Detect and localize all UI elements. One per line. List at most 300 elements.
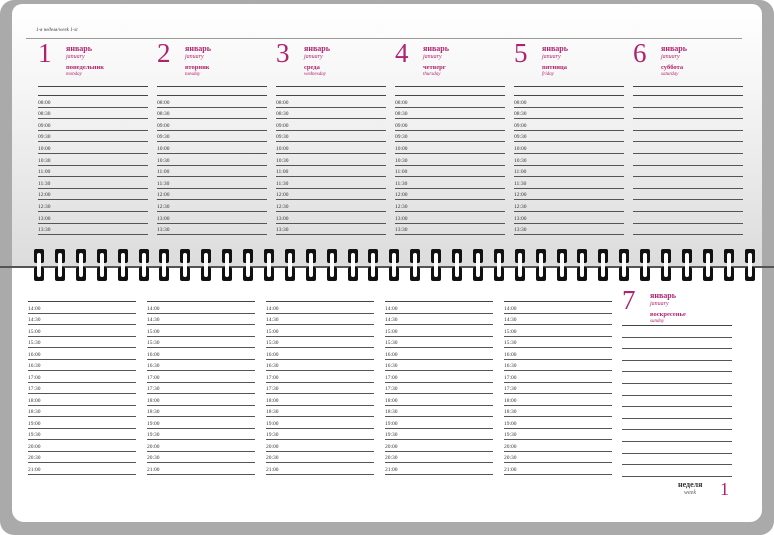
time-label: 12:30: [514, 203, 527, 210]
time-slot[interactable]: [28, 452, 136, 464]
time-label: 14:30: [28, 317, 41, 323]
time-slot[interactable]: [504, 314, 612, 326]
time-slot[interactable]: [633, 166, 743, 178]
time-slot[interactable]: [147, 371, 255, 383]
time-slot[interactable]: [157, 189, 267, 201]
time-slot[interactable]: [38, 177, 148, 189]
time-slot[interactable]: [157, 131, 267, 143]
time-label: 20:30: [28, 455, 41, 461]
time-slot[interactable]: [147, 452, 255, 464]
time-label: 10:30: [157, 157, 170, 164]
time-label: 15:00: [28, 328, 41, 335]
time-slot[interactable]: [147, 429, 255, 441]
time-slot[interactable]: [38, 108, 148, 120]
time-slot[interactable]: [395, 119, 505, 131]
time-label: 09:00: [514, 122, 527, 129]
day-month-en: january: [542, 54, 561, 60]
time-slot[interactable]: [147, 302, 255, 314]
time-slot[interactable]: [266, 463, 374, 475]
time-slot[interactable]: [276, 166, 386, 178]
time-slot[interactable]: [266, 314, 374, 326]
time-label: 17:30: [28, 386, 41, 392]
time-label: 09:30: [514, 134, 527, 141]
time-label: 15:00: [504, 328, 517, 335]
week-label-header: 1-я неделя/week 1-st: [36, 28, 78, 33]
time-slot[interactable]: [38, 212, 148, 224]
time-slot[interactable]: [266, 383, 374, 395]
spiral-ring: [661, 249, 671, 283]
time-label: 18:30: [28, 409, 41, 415]
time-slot[interactable]: [504, 348, 612, 360]
time-label: 10:00: [38, 145, 51, 152]
spiral-ring: [201, 249, 211, 283]
time-slot[interactable]: [395, 131, 505, 143]
time-slot[interactable]: [395, 224, 505, 236]
time-slot[interactable]: [28, 440, 136, 452]
time-slot[interactable]: [395, 200, 505, 212]
time-slot[interactable]: [38, 200, 148, 212]
time-slot[interactable]: [147, 383, 255, 395]
day-month: январь: [542, 44, 568, 53]
time-slot[interactable]: [385, 360, 493, 372]
time-slot[interactable]: [276, 154, 386, 166]
time-slot[interactable]: [266, 371, 374, 383]
time-slot[interactable]: [622, 396, 732, 408]
time-slot[interactable]: [38, 166, 148, 178]
time-slot[interactable]: [266, 417, 374, 429]
time-label: 10:00: [514, 145, 527, 152]
time-label: 17:00: [385, 374, 398, 381]
time-slot[interactable]: [28, 371, 136, 383]
time-label: 14:00: [28, 305, 41, 312]
time-slot[interactable]: [276, 224, 386, 236]
spiral-ring: [452, 249, 462, 283]
time-slot[interactable]: [514, 189, 624, 201]
time-slot[interactable]: [395, 142, 505, 154]
time-slot[interactable]: [385, 429, 493, 441]
day-month: январь: [661, 44, 687, 53]
time-label: 18:00: [147, 397, 160, 404]
day-number: 5: [514, 38, 528, 68]
time-slot[interactable]: [514, 119, 624, 131]
time-label: 17:00: [147, 374, 160, 381]
time-slot[interactable]: [622, 465, 732, 477]
time-slot[interactable]: [147, 394, 255, 406]
spiral-ring: [577, 249, 587, 283]
time-slot[interactable]: [633, 224, 743, 236]
time-slot[interactable]: [38, 189, 148, 201]
time-slot[interactable]: [633, 189, 743, 201]
time-slot[interactable]: [28, 302, 136, 314]
time-slot[interactable]: [504, 452, 612, 464]
day-name: вторник: [185, 64, 210, 71]
time-label: 08:00: [157, 99, 170, 106]
time-slot[interactable]: [622, 384, 732, 396]
evening-column: [504, 301, 612, 475]
spiral-ring: [682, 249, 692, 283]
time-label: 17:30: [266, 386, 279, 392]
time-slot[interactable]: [147, 417, 255, 429]
time-slot[interactable]: [147, 325, 255, 337]
time-label: 11:00: [38, 169, 51, 176]
note-line: [514, 87, 624, 96]
time-slot[interactable]: [276, 177, 386, 189]
time-slot[interactable]: [266, 325, 374, 337]
day-name: среда: [304, 64, 320, 71]
day-name-en: monday: [66, 72, 82, 77]
time-slot[interactable]: [504, 394, 612, 406]
time-label: 16:00: [28, 351, 41, 358]
time-label: 19:30: [28, 432, 41, 438]
time-label: 19:30: [266, 432, 279, 438]
time-label: 20:30: [266, 455, 279, 461]
time-label: 21:00: [266, 466, 279, 473]
time-label: 19:30: [504, 432, 517, 438]
spiral-ring: [348, 249, 358, 283]
time-label: 19:00: [147, 420, 160, 427]
day-number: 1: [38, 38, 52, 68]
spiral-binding: [0, 249, 774, 285]
time-slot[interactable]: [514, 177, 624, 189]
time-slot[interactable]: [622, 454, 732, 466]
spiral-ring: [410, 249, 420, 283]
time-slot[interactable]: [514, 142, 624, 154]
time-slot[interactable]: [633, 200, 743, 212]
day-month: январь: [185, 44, 211, 53]
day-number: 7: [622, 285, 636, 315]
evening-column: [147, 301, 255, 475]
day-month-en: january: [661, 54, 680, 60]
time-slot[interactable]: [504, 302, 612, 314]
time-slot[interactable]: [266, 394, 374, 406]
time-label: 18:00: [28, 397, 41, 404]
time-slot[interactable]: [385, 406, 493, 418]
time-label: 15:30: [504, 340, 517, 346]
day-column: [276, 40, 386, 235]
time-slot[interactable]: [514, 108, 624, 120]
time-slot[interactable]: [395, 189, 505, 201]
time-label: 10:30: [514, 157, 527, 164]
spiral-ring: [139, 249, 149, 283]
time-label: 09:00: [38, 122, 51, 129]
time-slot[interactable]: [147, 406, 255, 418]
time-slot[interactable]: [157, 119, 267, 131]
time-slot[interactable]: [504, 429, 612, 441]
time-label: 13:00: [514, 215, 527, 222]
time-slot[interactable]: [622, 338, 732, 350]
time-label: 18:30: [504, 409, 517, 415]
time-slot[interactable]: [266, 440, 374, 452]
time-slot[interactable]: [28, 429, 136, 441]
time-slot[interactable]: [395, 154, 505, 166]
day-number: 2: [157, 38, 171, 68]
spiral-ring: [222, 249, 232, 283]
time-slot[interactable]: [514, 200, 624, 212]
time-slot[interactable]: [276, 131, 386, 143]
time-slot[interactable]: [276, 96, 386, 108]
time-label: 12:00: [38, 192, 51, 199]
time-slot[interactable]: [38, 131, 148, 143]
time-label: 10:00: [276, 145, 289, 152]
day-month: январь: [650, 291, 676, 300]
time-label: 10:30: [395, 157, 408, 164]
time-slot[interactable]: [395, 96, 505, 108]
time-slot[interactable]: [504, 360, 612, 372]
time-slot[interactable]: [266, 406, 374, 418]
time-slot[interactable]: [266, 348, 374, 360]
time-slot[interactable]: [276, 142, 386, 154]
day-number: 4: [395, 38, 409, 68]
time-slot[interactable]: [633, 131, 743, 143]
time-slot[interactable]: [622, 372, 732, 384]
time-label: 16:00: [147, 351, 160, 358]
time-slot[interactable]: [385, 302, 493, 314]
time-slot[interactable]: [514, 166, 624, 178]
time-slot[interactable]: [633, 212, 743, 224]
time-label: 13:00: [157, 215, 170, 222]
time-slot[interactable]: [385, 325, 493, 337]
time-slot[interactable]: [266, 452, 374, 464]
time-label: 17:00: [266, 374, 279, 381]
time-slot[interactable]: [504, 337, 612, 349]
time-label: 15:00: [147, 328, 160, 335]
day-name-en: saturday: [661, 72, 679, 77]
time-slot[interactable]: [395, 166, 505, 178]
time-slot[interactable]: [385, 371, 493, 383]
time-label: 17:30: [147, 386, 160, 392]
time-slot[interactable]: [147, 314, 255, 326]
time-slot[interactable]: [28, 325, 136, 337]
time-label: 08:30: [276, 111, 289, 118]
time-slot[interactable]: [504, 463, 612, 475]
spiral-ring: [640, 249, 650, 283]
time-slot[interactable]: [266, 360, 374, 372]
time-slot[interactable]: [147, 360, 255, 372]
time-label: 09:00: [157, 122, 170, 129]
time-slot[interactable]: [157, 166, 267, 178]
time-slot[interactable]: [504, 406, 612, 418]
time-label: 12:30: [157, 203, 170, 210]
time-label: 09:30: [157, 134, 170, 141]
time-slot[interactable]: [633, 119, 743, 131]
time-label: 14:00: [504, 305, 517, 312]
time-slot[interactable]: [385, 314, 493, 326]
sunday-lines: [622, 326, 732, 477]
time-slot[interactable]: [266, 337, 374, 349]
time-slot[interactable]: [622, 407, 732, 419]
time-slot[interactable]: [622, 349, 732, 361]
time-label: 17:00: [504, 374, 517, 381]
time-slot[interactable]: [276, 119, 386, 131]
time-label: 17:30: [385, 386, 398, 392]
time-slot[interactable]: [385, 440, 493, 452]
time-label: 16:30: [266, 363, 279, 369]
time-label: 15:00: [266, 328, 279, 335]
time-slot[interactable]: [395, 108, 505, 120]
time-slot[interactable]: [514, 212, 624, 224]
time-slot[interactable]: [504, 417, 612, 429]
time-slot[interactable]: [633, 154, 743, 166]
day-column: [157, 40, 267, 235]
time-slot[interactable]: [28, 394, 136, 406]
time-label: 13:30: [395, 227, 408, 234]
note-line: [157, 87, 267, 96]
time-slot[interactable]: [28, 348, 136, 360]
time-slot[interactable]: [147, 463, 255, 475]
time-slot[interactable]: [157, 200, 267, 212]
time-slot[interactable]: [395, 177, 505, 189]
time-slot[interactable]: [633, 177, 743, 189]
time-slot[interactable]: [514, 96, 624, 108]
time-slot[interactable]: [38, 224, 148, 236]
time-slot[interactable]: [147, 440, 255, 452]
time-slot[interactable]: [514, 224, 624, 236]
time-slot[interactable]: [385, 394, 493, 406]
spiral-ring: [180, 249, 190, 283]
time-label: 18:00: [266, 397, 279, 404]
time-slot[interactable]: [28, 337, 136, 349]
spiral-ring: [745, 249, 755, 283]
time-slot[interactable]: [504, 383, 612, 395]
day-month: январь: [304, 44, 330, 53]
spiral-ring: [243, 249, 253, 283]
note-line: [276, 87, 386, 96]
time-slot[interactable]: [157, 108, 267, 120]
time-slot[interactable]: [157, 96, 267, 108]
day-header: [514, 40, 624, 87]
time-slot[interactable]: [276, 200, 386, 212]
time-label: 20:30: [385, 455, 398, 461]
time-slot[interactable]: [622, 419, 732, 431]
time-label: 11:00: [276, 169, 289, 176]
spiral-ring: [494, 249, 504, 283]
time-slot[interactable]: [28, 417, 136, 429]
time-label: 11:30: [38, 180, 51, 187]
time-slot[interactable]: [504, 440, 612, 452]
time-label: 20:00: [266, 443, 279, 450]
time-label: 16:30: [385, 363, 398, 369]
time-label: 12:00: [395, 192, 408, 199]
day-header: [276, 40, 386, 87]
time-label: 19:30: [385, 432, 398, 438]
time-slot[interactable]: [385, 383, 493, 395]
time-label: 10:30: [38, 157, 51, 164]
day-name-en: thursday: [423, 72, 441, 77]
time-slot[interactable]: [385, 452, 493, 464]
time-slot[interactable]: [28, 360, 136, 372]
week-label-ru: неделя: [678, 480, 703, 489]
day-header: [38, 40, 148, 87]
time-label: 11:00: [395, 169, 408, 176]
time-label: 16:30: [504, 363, 517, 369]
time-slot[interactable]: [266, 302, 374, 314]
time-slot[interactable]: [28, 463, 136, 475]
time-slot[interactable]: [633, 96, 743, 108]
time-label: 21:00: [28, 466, 41, 473]
spiral-ring: [285, 249, 295, 283]
spiral-ring: [598, 249, 608, 283]
time-slot[interactable]: [622, 442, 732, 454]
time-label: 15:30: [28, 340, 41, 346]
spiral-ring: [389, 249, 399, 283]
time-slot[interactable]: [385, 348, 493, 360]
time-slot[interactable]: [385, 337, 493, 349]
time-label: 19:00: [385, 420, 398, 427]
time-label: 13:00: [276, 215, 289, 222]
time-slot[interactable]: [385, 417, 493, 429]
time-slot[interactable]: [395, 212, 505, 224]
time-slot[interactable]: [157, 154, 267, 166]
time-label: 12:00: [276, 192, 289, 199]
time-slot[interactable]: [157, 224, 267, 236]
time-slot[interactable]: [266, 429, 374, 441]
day-number: 3: [276, 38, 290, 68]
time-slot[interactable]: [385, 463, 493, 475]
time-label: 12:00: [157, 192, 170, 199]
time-slot[interactable]: [157, 177, 267, 189]
time-label: 08:30: [38, 111, 51, 118]
time-slot[interactable]: [28, 383, 136, 395]
time-label: 08:30: [395, 111, 408, 118]
time-label: 14:00: [385, 305, 398, 312]
time-label: 15:30: [266, 340, 279, 346]
time-slot[interactable]: [38, 96, 148, 108]
time-label: 08:30: [514, 111, 527, 118]
time-label: 13:30: [276, 227, 289, 234]
spiral-ring: [159, 249, 169, 283]
spiral-ring: [557, 249, 567, 283]
time-slot[interactable]: [28, 406, 136, 418]
time-slot[interactable]: [38, 154, 148, 166]
time-slot[interactable]: [276, 189, 386, 201]
time-slot[interactable]: [504, 371, 612, 383]
day-month-en: january: [423, 54, 442, 60]
time-slot[interactable]: [276, 108, 386, 120]
time-slot[interactable]: [622, 430, 732, 442]
time-slot[interactable]: [38, 142, 148, 154]
time-slot[interactable]: [622, 326, 732, 338]
spiral-ring: [327, 249, 337, 283]
time-slot[interactable]: [276, 212, 386, 224]
time-slot[interactable]: [633, 142, 743, 154]
time-label: 10:00: [395, 145, 408, 152]
day-column: [514, 40, 624, 235]
time-label: 14:30: [504, 317, 517, 323]
time-slot[interactable]: [514, 154, 624, 166]
time-slot[interactable]: [633, 108, 743, 120]
spiral-ring: [97, 249, 107, 283]
day-month: январь: [66, 44, 92, 53]
spiral-ring: [264, 249, 274, 283]
evening-column: [266, 301, 374, 475]
time-slot[interactable]: [147, 337, 255, 349]
time-slot[interactable]: [157, 142, 267, 154]
time-label: 11:00: [514, 169, 527, 176]
time-slot[interactable]: [28, 314, 136, 326]
time-slot[interactable]: [514, 131, 624, 143]
time-label: 16:00: [385, 351, 398, 358]
time-slot[interactable]: [38, 119, 148, 131]
time-slot[interactable]: [622, 361, 732, 373]
time-label: 20:00: [504, 443, 517, 450]
time-slot[interactable]: [147, 348, 255, 360]
time-label: 19:00: [504, 420, 517, 427]
time-slot[interactable]: [504, 325, 612, 337]
time-slot[interactable]: [157, 212, 267, 224]
day-month-en: january: [66, 54, 85, 60]
time-label: 19:30: [147, 432, 160, 438]
time-label: 20:00: [385, 443, 398, 450]
